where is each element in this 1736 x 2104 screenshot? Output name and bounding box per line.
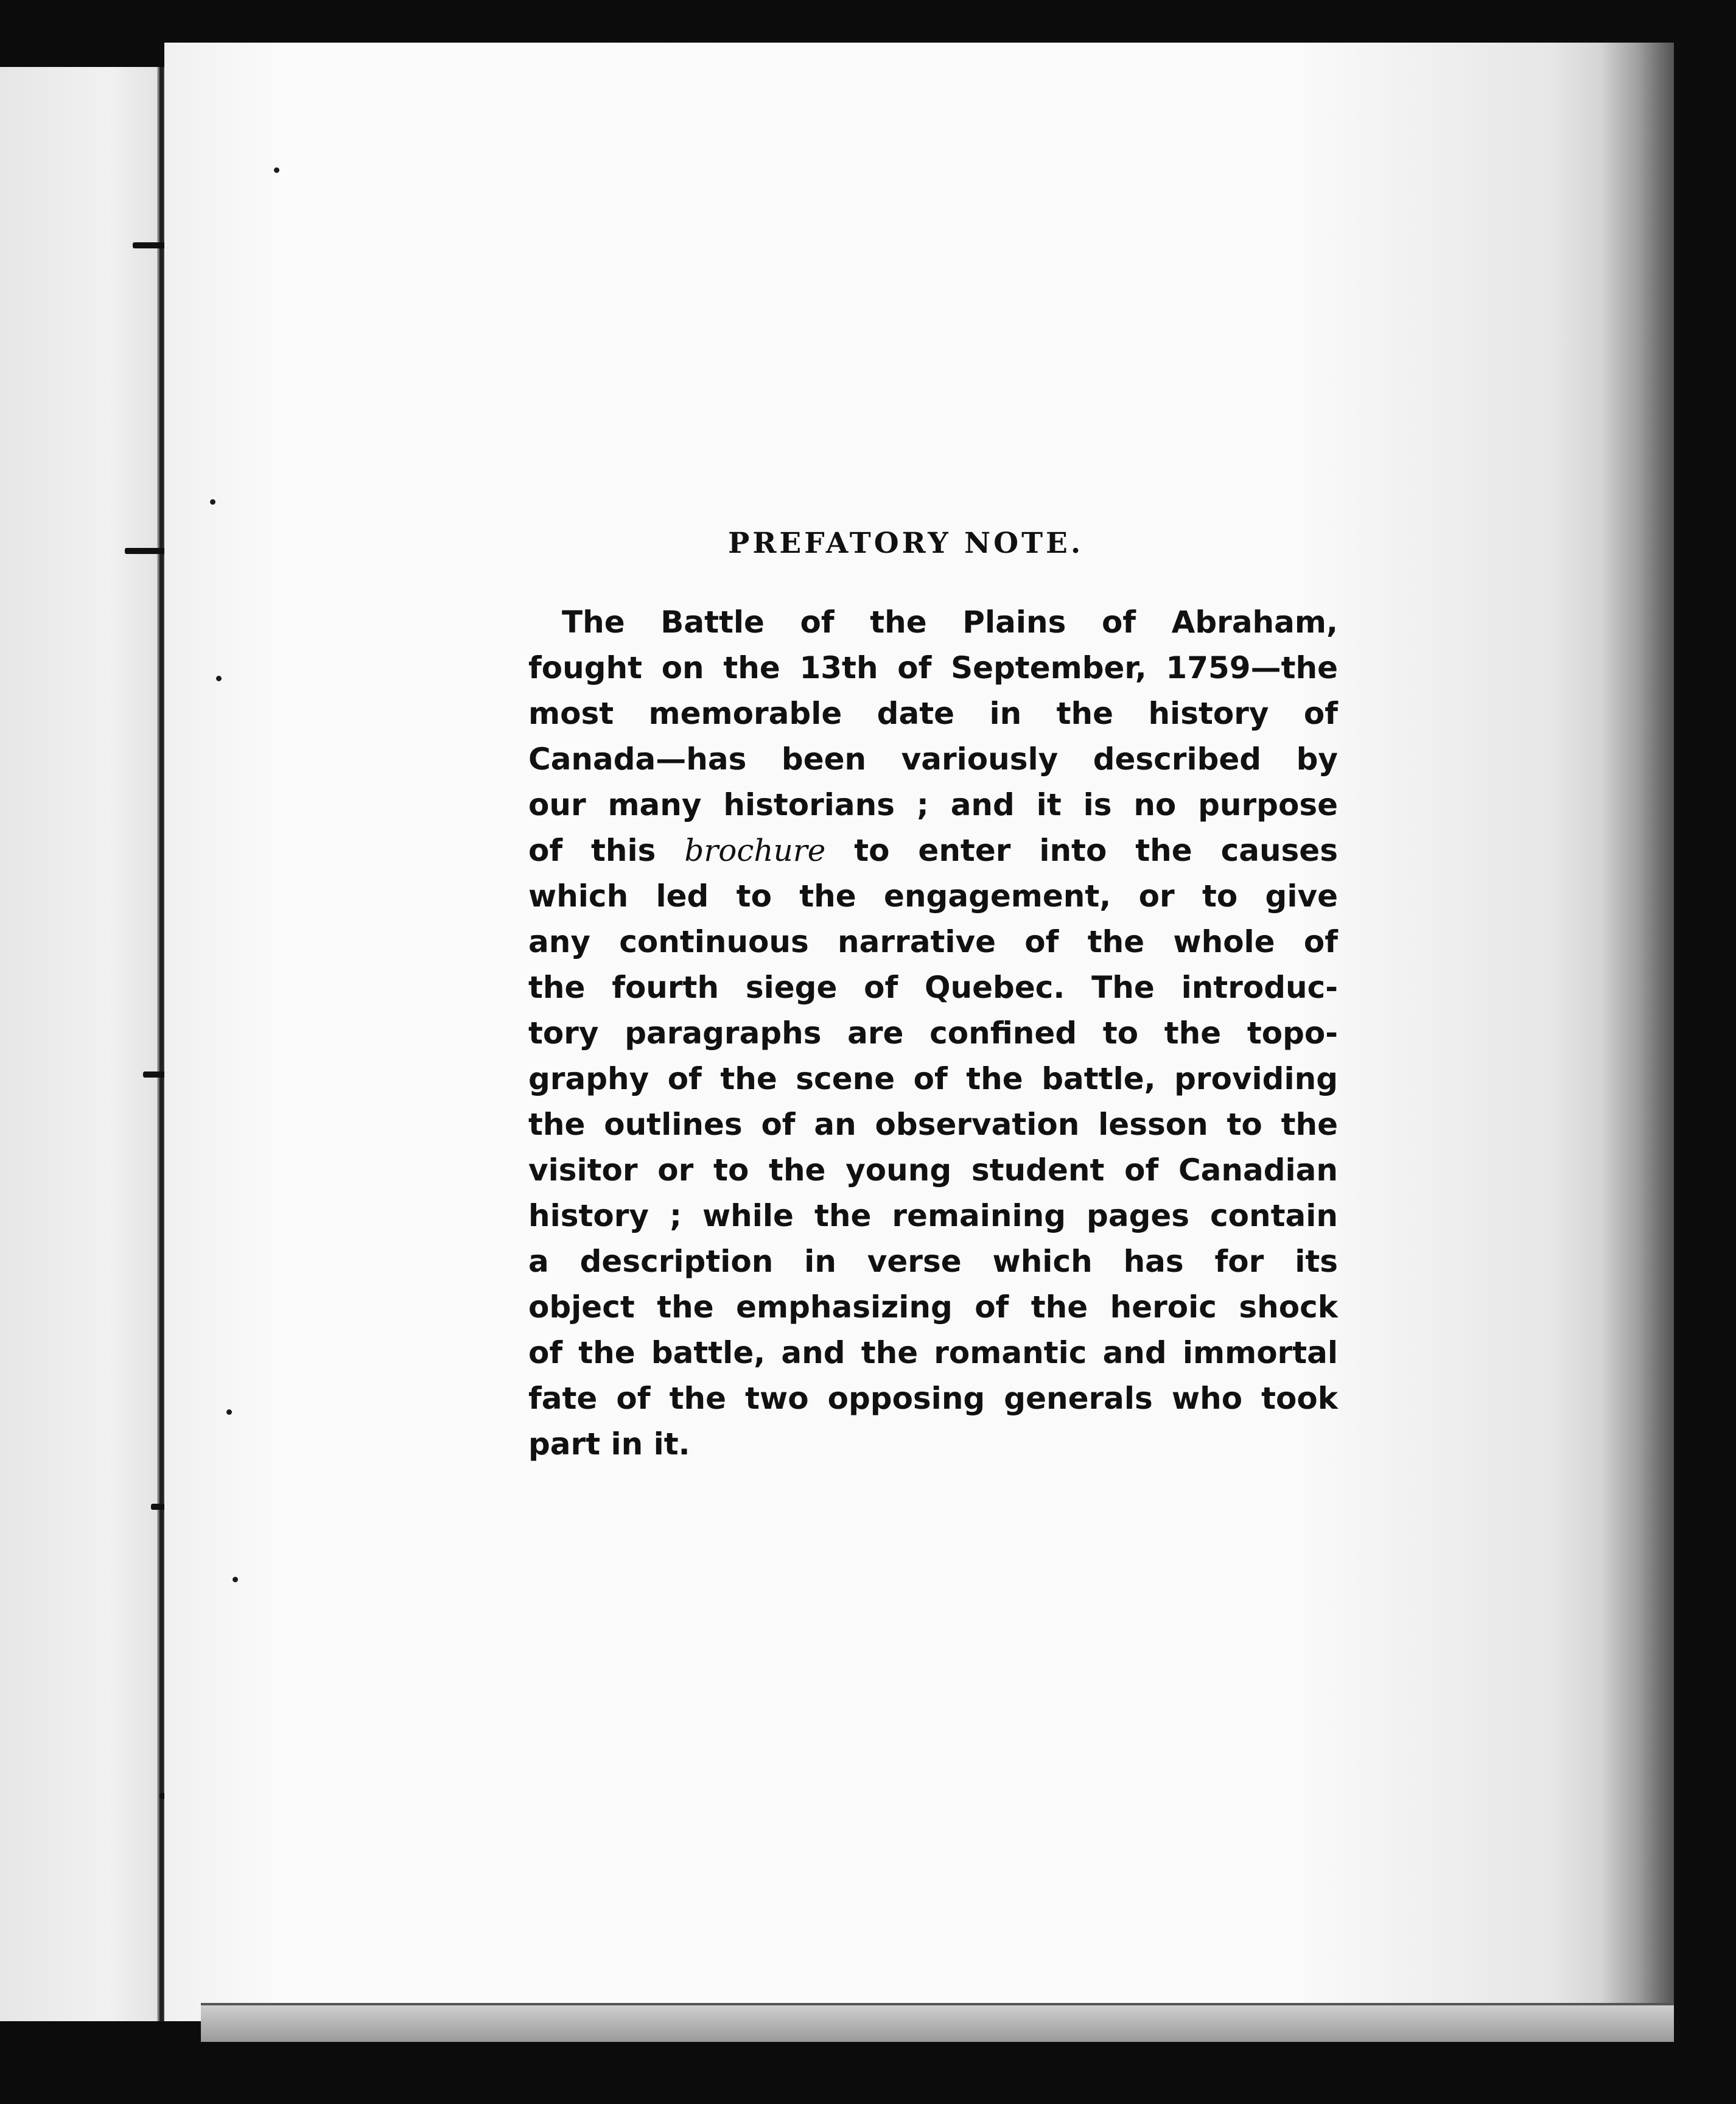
left-facing-page	[0, 67, 183, 2021]
text-line: the fourth siege of Quebec. The introduc-	[528, 970, 1338, 1005]
page-edge-shadow	[1601, 43, 1674, 2021]
text-segment: to enter into the causes	[854, 833, 1338, 868]
text-line: which led to the engagement, or to give	[528, 878, 1338, 914]
italic-term: brochure	[684, 833, 826, 868]
text-line: tory paragraphs are confined to the topo-	[528, 1015, 1338, 1051]
page-bottom-edge	[201, 2003, 1674, 2042]
body-paragraph	[528, 600, 1338, 1467]
text-line: any continuous narrative of the whole of	[528, 924, 1338, 959]
text-line: object the emphasizing of the heroic shock	[528, 1289, 1338, 1325]
text-line: graphy of the scene of the battle, providing	[528, 1061, 1338, 1096]
dust-speck	[274, 167, 279, 173]
page-title: PREFATORY NOTE.	[728, 527, 1084, 560]
dust-speck	[233, 1577, 238, 1582]
text-line: Canada—has been variously described by	[528, 742, 1338, 777]
dust-speck	[226, 1409, 232, 1415]
text-line: most memorable date in the history of	[528, 696, 1338, 731]
text-line: history ; while the remaining pages contain	[528, 1198, 1338, 1233]
text-line: our many historians ; and it is no purpose	[528, 787, 1338, 822]
text-line: visitor or to the young student of Canadian	[528, 1152, 1338, 1188]
dust-speck	[210, 499, 215, 505]
text-line: fate of the two opposing generals who took	[528, 1381, 1338, 1416]
text-line: part in it.	[528, 1426, 690, 1462]
text-line: fought on the 13th of September, 1759—the	[528, 650, 1338, 686]
text-line: a description in verse which has for its	[528, 1244, 1338, 1279]
dust-speck	[216, 676, 222, 681]
text-line: of the battle, and the romantic and immortal	[528, 1335, 1338, 1370]
text-segment: of this	[528, 833, 656, 868]
text-line: the outlines of an observation lesson to the	[528, 1107, 1338, 1142]
text-line: The Battle of the Plains of Abraham,	[562, 605, 1338, 640]
text-line	[528, 828, 1338, 874]
